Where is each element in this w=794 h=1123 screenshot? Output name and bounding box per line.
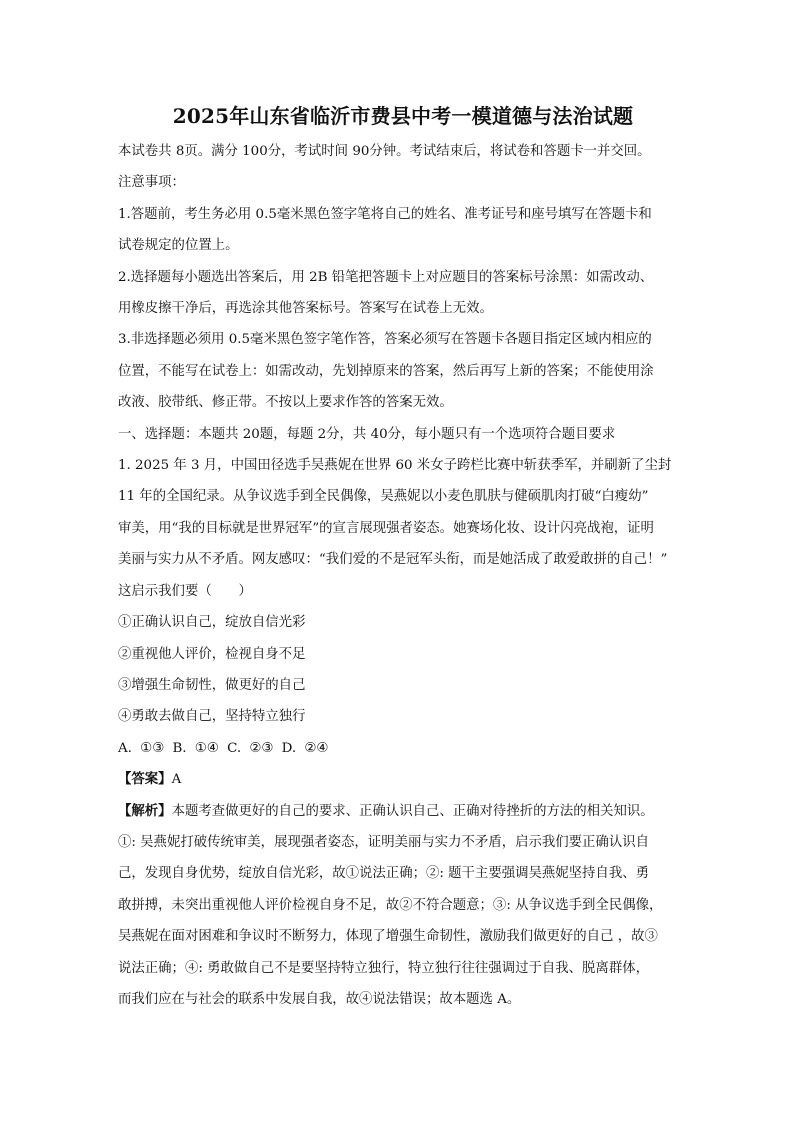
statement-item: ③增强生命韧性，做更好的自己 [118,677,306,693]
analysis-line: 本题考查做更好的自己的要求、正确认识自己、正确对待挫折的方法的相关知识。 [171,803,654,819]
section-heading: 一、选择题：本题共 20题，每题 2分，共 40分，每小题只有一个选项符合题目要求 [118,426,616,442]
question-line: 美丽与实力从不矛盾。网友感叹：“我们爱的不是冠军头衔，而是她活成了敢爱敢拼的自己！” [118,552,668,568]
notice-line: 2.选择题每小题选出答案后，用 2B 铅笔把答题卡上对应题目的答案标号涂黑：如需改动、 [118,269,654,285]
notice-line: 1.答题前，考生务必用 0.5毫米黑色签字笔将自己的姓名、准考证号和座号填写在答题卡和 [118,206,652,222]
notice-line: 用橡皮擦干净后，再选涂其他答案标号。答案写在试卷上无效。 [118,301,493,317]
analysis-line: 吴燕妮在面对困难和争议时不断努力，体现了增强生命韧性，激励我们做更好的自己 ，故③ [118,929,658,945]
exam-page [118,96,688,1015]
answer-options: A. ①③ B. ①④ C. ②③ D. ②④ [118,740,329,756]
question-line: 审美，用“我的目标就是世界冠军”的宣言展现强者姿态。她赛场化妆、设计闪亮战袍，证明 [118,520,654,536]
analysis-row [118,796,688,827]
question-line: 这启示我们要（ ） [118,583,252,599]
analysis-line: 说法正确；④: 勇敢做自己不是要坚持特立独行，特立独行往往强调过于自我、脱离群体， [118,960,649,976]
intro-text: 本试卷共 8页。满分 100分，考试时间 90分钟。考试结束后，将试卷和答题卡一并交回。 [118,144,651,159]
notice-heading: 注意事项： [118,175,185,191]
notice-line: 试卷规定的位置上。 [118,238,239,254]
question-line: 1. 2025 年 3 月，中国田径选手吴燕妮在世界 60 米女子跨栏比赛中斩获季军，并刷新了尘封 [118,458,672,474]
answer-value: A [171,772,182,788]
answer-label: 【答案】 [118,771,172,788]
statement-item: ①正确认识自己，绽放自信光彩 [118,615,306,631]
statement-item: ④勇敢去做自己，坚持特立独行 [118,709,306,725]
analysis-line: ①: 吴燕妮打破传统审美，展现强者姿态，证明美丽与实力不矛盾，启示我们要正确认识自 [118,834,649,850]
answer-row [118,764,688,795]
analysis-label: 【解析】 [118,802,172,819]
question-line: 11 年的全国纪录。从争议选手到全民偶像，吴燕妮以小麦色肌肤与健硕肌肉打破“白瘦幼” [118,489,649,505]
analysis-line: 敢拼搏，未突出重视他人评价检视自身不足，故②不符合题意；③: 从争议选手到全民偶像， [118,897,663,913]
analysis-line: 而我们应在与社会的联系中发展自我，故④说法错误；故本题选 A。 [118,991,521,1007]
notice-line: 改液、胶带纸、修正带。不按以上要求作答的答案无效。 [118,395,453,411]
notice-line: 位置，不能写在试卷上：如需改动，先划掉原来的答案，然后再写上新的答案；不能使用涂 [118,363,654,379]
notice-line: 3.非选择题必须用 0.5毫米黑色签字笔作答，答案必须写在答题卡各题目指定区域内相应的 [118,332,652,348]
page-title: 2025年山东省临沂市费县中考一模道德与法治试题 [172,104,634,128]
statement-item: ②重视他人评价，检视自身不足 [118,646,306,662]
analysis-line: 己，发现自身优势，绽放自信光彩，故①说法正确；②: 题干主要强调吴燕妮坚持自我、勇 [118,866,649,882]
